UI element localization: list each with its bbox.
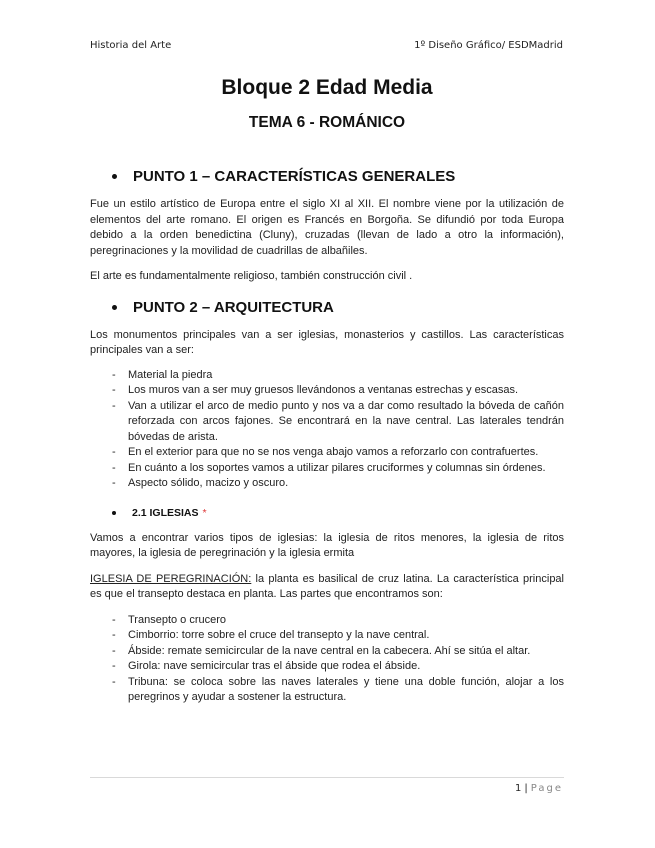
header-course: Historia del Arte xyxy=(90,40,172,51)
bullet-icon xyxy=(112,511,116,515)
term-description: la planta es basilical de cruz latina. La característica principal es que el transepto destaca en planta. Las partes que encontramos son: xyxy=(90,572,564,600)
bullet-icon xyxy=(112,305,117,310)
header-group: 1º Diseño Gráfico/ ESDMadrid xyxy=(414,40,563,51)
page-subtitle: TEMA 6 - ROMÁNICO xyxy=(248,114,406,131)
paragraph: Los monumentos principales van a ser iglesias, monasterios y castillos. Las características principales van a ser: xyxy=(90,328,564,356)
section-heading-punto2 xyxy=(112,299,564,316)
list-item: - Cimborrio: torre sobre el cruce del transepto y la nave central. xyxy=(90,628,564,644)
paragraph: Vamos a encontrar varios tipos de iglesias: la iglesia de ritos menores, la iglesia de ritos mayores, la iglesia de peregrinación y la iglesia ermita xyxy=(90,531,564,559)
list-item: - Ábside: remate semicircular de la nave central en la cabecera. Ahí se sitúa el altar. xyxy=(90,644,564,660)
list-item: - En el exterior para que no se nos venga abajo vamos a reforzarlo con contrafuertes. xyxy=(90,445,564,461)
list-item: - Material la piedra xyxy=(90,368,564,384)
list-item: - Transepto o crucero xyxy=(90,613,564,629)
list-item: - Los muros van a ser muy gruesos llevándonos a ventanas estrechas y escasas. xyxy=(90,383,564,399)
term-label: IGLESIA DE PEREGRINACIÓN: xyxy=(90,572,252,585)
paragraph: Fue un estilo artístico de Europa entre el siglo XI al XII. El nombre viene por la utilización de elementos del arte romano. El origen es Francés en Borgoña. Se difundió por toda Europa debido a la orden benedictina (Cluny), cruzadas (llevan de lado a otro la información), peregrinaciones y la movilidad de cuadrillas de albañiles. xyxy=(90,198,564,257)
paragraph: El arte es fundamentalmente religioso, también construcción civil . xyxy=(90,270,413,282)
church-parts-list xyxy=(90,613,564,706)
page-content xyxy=(90,76,564,706)
list-item: - Girola: nave semicircular tras el ábside que rodea el ábside. xyxy=(90,659,564,675)
page-title: Bloque 2 Edad Media xyxy=(221,76,433,99)
list-item: - Tribuna: se coloca sobre las naves laterales y tiene una doble función, alojar a los peregrinos y ayudar a sostener la estructura. xyxy=(90,675,564,706)
page-number: 1 xyxy=(515,783,522,794)
page-label: Page xyxy=(530,783,563,794)
footer-separator: | xyxy=(524,783,528,794)
page-footer xyxy=(515,783,563,794)
footer-divider xyxy=(90,777,564,778)
section-heading-text: PUNTO 2 – ARQUITECTURA xyxy=(133,298,334,316)
characteristics-list xyxy=(90,368,564,492)
list-item: - Aspecto sólido, macizo y oscuro. xyxy=(90,476,564,492)
list-item: - Van a utilizar el arco de medio punto y nos va a dar como resultado la bóveda de cañón reforzada con arcos fajones. Se encontrará en la nave central. Las laterales tendrán bóvedas de arista. xyxy=(90,399,564,446)
paragraph-peregrinacion xyxy=(90,572,564,603)
section-heading-punto1 xyxy=(112,168,564,185)
asterisk-mark: * xyxy=(202,506,207,519)
bullet-icon xyxy=(112,174,117,179)
section-heading-text: PUNTO 1 – CARACTERÍSTICAS GENERALES xyxy=(133,168,456,185)
subsection-heading-text: 2.1 IGLESIAS xyxy=(132,506,199,519)
subsection-heading-iglesias xyxy=(112,507,564,519)
list-item: - En cuánto a los soportes vamos a utilizar pilares cruciformes y columnas sin órdenes. xyxy=(90,461,564,477)
